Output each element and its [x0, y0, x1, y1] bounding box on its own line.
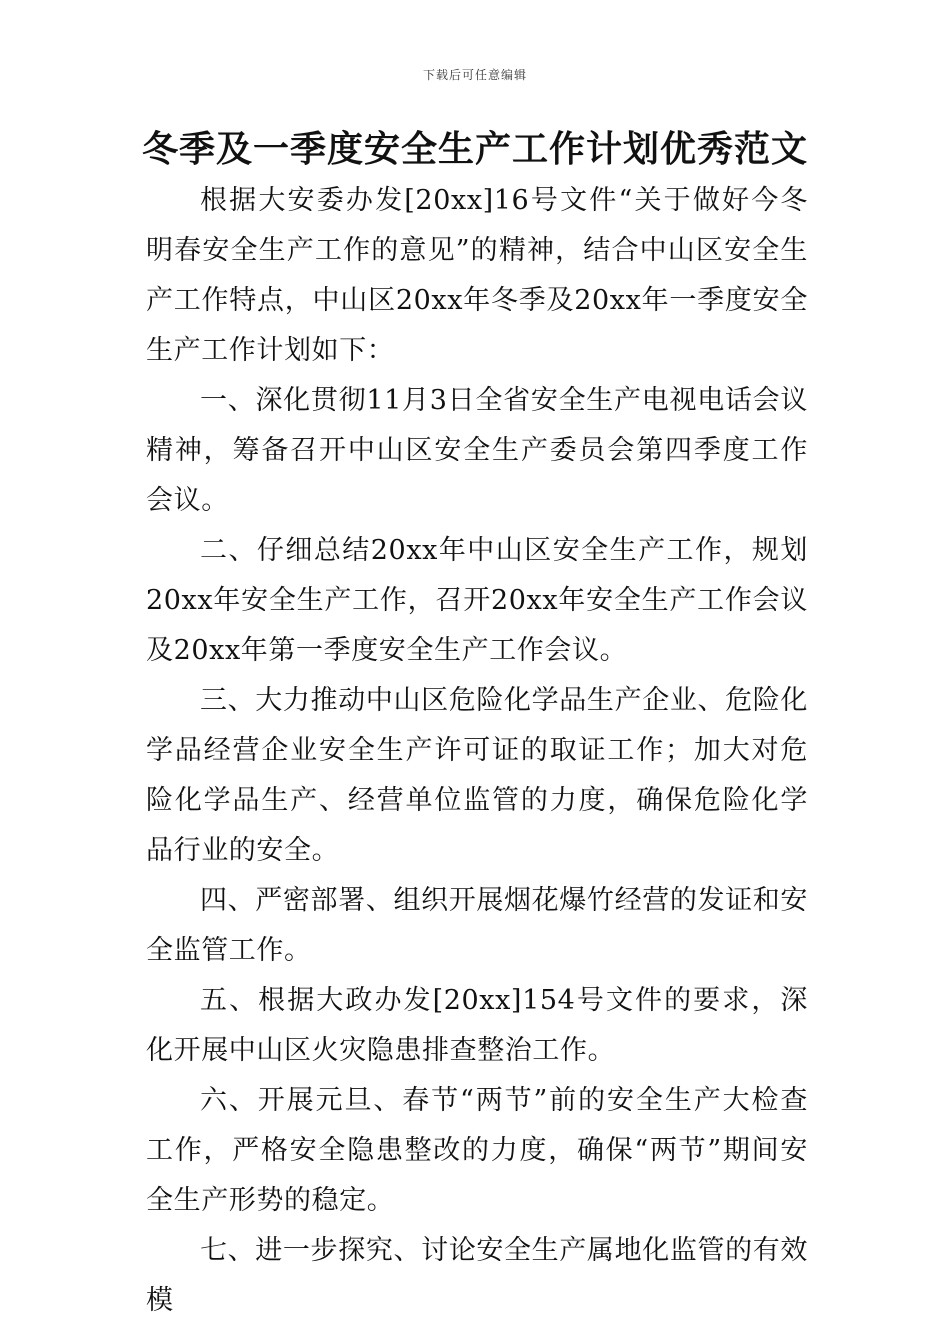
paragraph-item-6: 六、开展元旦、春节“两节”前的安全生产大检查工作，严格安全隐患整改的力度，确保“两节”期间安全生产形势的稳定。: [146, 1085, 808, 1216]
header-note: 下载后可任意编辑: [422, 68, 527, 82]
paragraph-item-3: 三、大力推动中山区危险化学品生产企业、危险化学品经营企业安全生产许可证的取证工作；加大对危险化学品生产、经营单位监管的力度，确保危险化学品行业的安全。: [146, 685, 808, 866]
paragraph-item-5: 五、根据大政办发[20xx]154号文件的要求，深化开展中山区火灾隐患排查整治工作。: [146, 985, 808, 1066]
document-body: [146, 176, 808, 1326]
paragraph-intro: 根据大安委办发[20xx]16号文件“关于做好今冬明春安全生产工作的意见”的精神，结合中山区安全生产工作特点，中山区20xx年冬季及20xx年一季度安全生产工作计划如下：: [146, 185, 808, 366]
paragraph-item-4: 四、严密部署、组织开展烟花爆竹经营的发证和安全监管工作。: [146, 885, 808, 966]
paragraph-item-2: 二、仔细总结20xx年中山区安全生产工作，规划20xx年安全生产工作，召开20xx年安全生产工作会议及20xx年第一季度安全生产工作会议。: [146, 535, 808, 666]
paragraph-item-1: 一、深化贯彻11月3日全省安全生产电视电话会议精神，筹备召开中山区安全生产委员会第四季度工作会议。: [146, 385, 808, 516]
document-title: 冬季及一季度安全生产工作计划优秀范文: [141, 129, 808, 170]
paragraph-item-7: 七、进一步探究、讨论安全生产属地化监管的有效模: [146, 1235, 808, 1316]
